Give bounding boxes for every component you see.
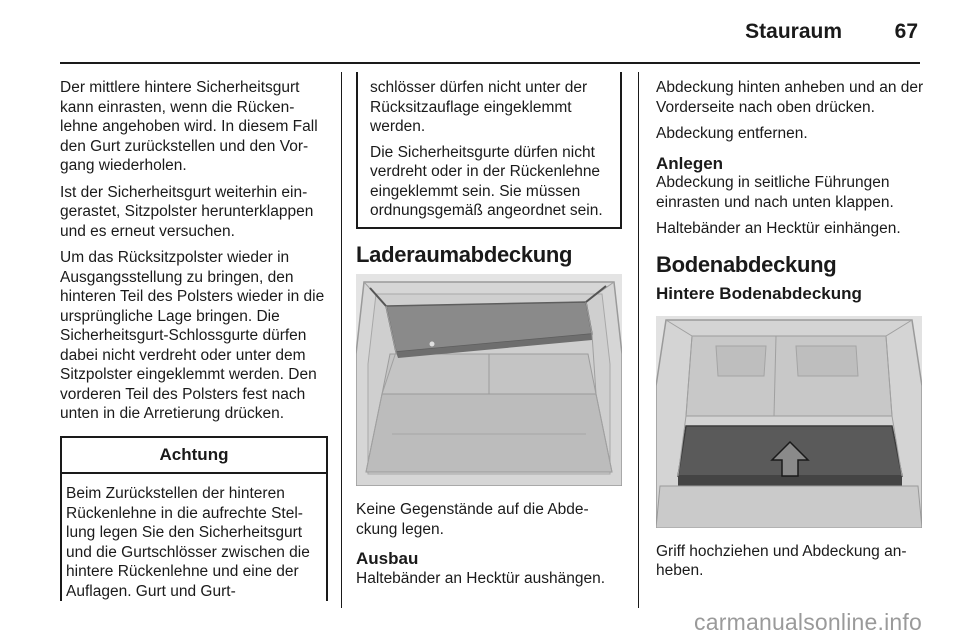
floor-cover-illustration xyxy=(656,316,922,528)
paragraph: Abdeckung in seitliche Führungen einrasten und nach unten klappen. xyxy=(656,174,894,211)
paragraph: Abdeckung entfernen. xyxy=(656,125,808,142)
subsection-title: Hintere Bodenabdeckung xyxy=(656,284,862,303)
subheading: Anlegen xyxy=(656,153,724,173)
floor-cover-figure xyxy=(656,316,922,528)
paragraph: Abdeckung hinten anheben und an der Vorderseite nach oben drücken. xyxy=(656,79,924,116)
watermark: carmanualsonline.info xyxy=(694,609,922,635)
column-divider-1 xyxy=(341,72,342,608)
cargo-cover-illustration xyxy=(356,274,622,486)
section-title: Bodenabdeckung xyxy=(656,251,837,277)
header-rule xyxy=(60,62,920,64)
warning-text: Beim Zurückstellen der hinteren Rückenlehne in die aufrechte Stel-lung legen Sie den Sicherheitsgurt und die Gurtschlösser zwischen die hintere Rückenlehne und eine der Auflagen. Gurt und Gurt- xyxy=(66,485,310,600)
paragraph: Der mittlere hintere Sicherheitsgurt kann einrasten, wenn die Rücken-lehne angehoben wird. In diesem Fall den Gurt zurückstellen und den Vor-gang wiederholen. xyxy=(60,79,318,174)
warning-title: Achtung xyxy=(62,438,326,475)
paragraph: Haltebänder an Hecktür einhängen. xyxy=(656,220,901,237)
section-title: Laderaumabdeckung xyxy=(356,241,573,267)
page-number: 67 xyxy=(894,20,918,43)
paragraph: Um das Rücksitzpolster wieder in Ausgangsstellung zu bringen, den hinteren Teil des Polsters wieder in die ursprüngliche Lage bringen. Die Sicherheitsgurt-Schlossgurte dürfen dabei nicht verdreht oder unter dem Sitzpolster eingeklemmt werden. Den vorderen Teil des Polsters fest nach unten in die Arretierung drücken. xyxy=(60,249,325,422)
warning-text: Die Sicherheitsgurte dürfen nicht verdreht oder in der Rückenlehne eingeklemmt sein. Sie müssen ordnungsgemäß angeordnet sein. xyxy=(370,143,603,219)
figure-caption: Griff hochziehen und Abdeckung an-heben. xyxy=(656,542,907,579)
warning-box-continued xyxy=(356,72,622,229)
subheading: Ausbau xyxy=(356,549,419,568)
header-title: Stauraum xyxy=(745,20,842,43)
page-header xyxy=(0,0,960,62)
paragraph: Ist der Sicherheitsgurt weiterhin ein-gerastet, Sitzpolster herunterklappen und es erneut versuchen. xyxy=(60,183,314,240)
warning-text: schlösser dürfen nicht unter der Rücksitzauflage eingeklemmt werden. xyxy=(370,79,588,135)
column-2 xyxy=(356,78,622,595)
column-3 xyxy=(656,78,924,588)
warning-box xyxy=(60,436,328,602)
cargo-cover-figure xyxy=(356,274,622,486)
paragraph: Haltebänder an Hecktür aushängen. xyxy=(356,569,606,587)
paragraph: Keine Gegenstände auf die Abde-ckung legen. xyxy=(356,501,589,538)
column-1 xyxy=(60,78,328,601)
column-divider-2 xyxy=(638,72,639,608)
